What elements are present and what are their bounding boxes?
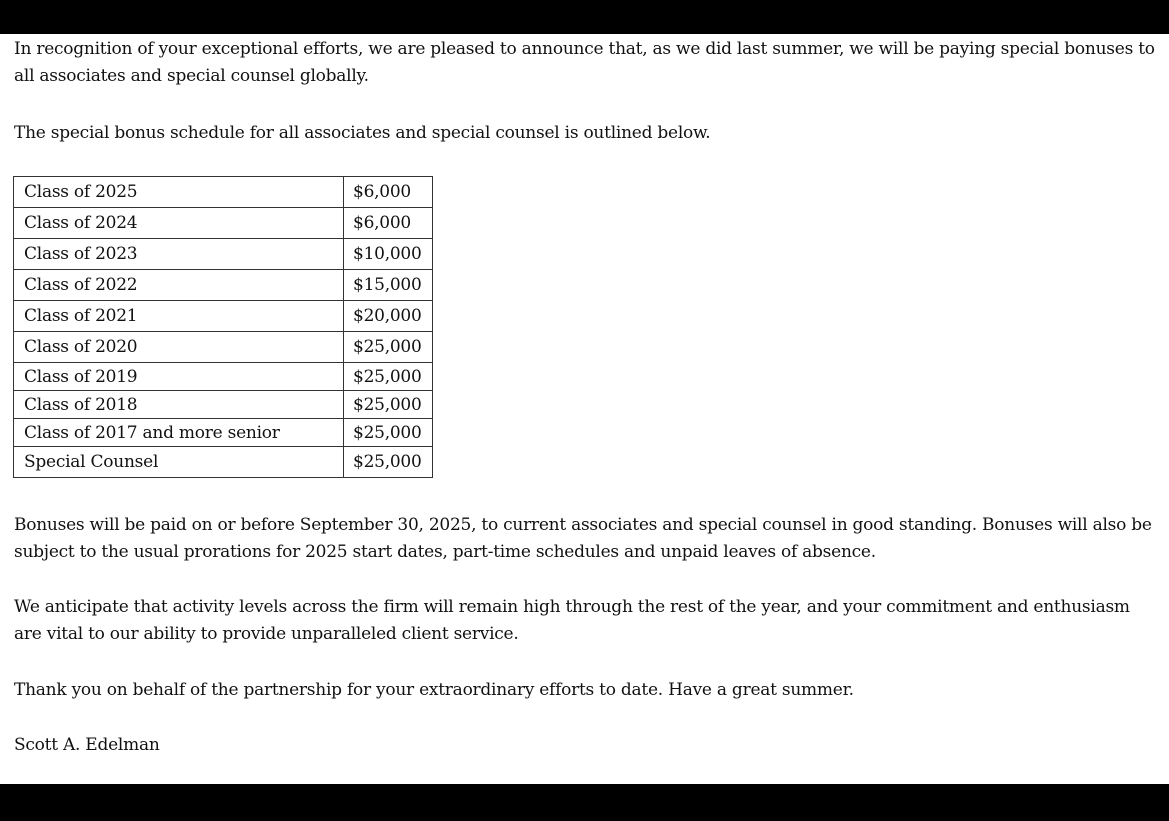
class-cell: Class of 2022 xyxy=(14,270,344,301)
amount-cell: $6,000 xyxy=(344,177,433,208)
intro-paragraph: In recognition of your exceptional efforts, we are pleased to announce that, as we did last summer, we will be paying special bonuses to all associates and special counsel globally. xyxy=(14,39,1155,86)
class-cell: Class of 2023 xyxy=(14,239,344,270)
table-row xyxy=(14,208,433,239)
letter-document xyxy=(0,34,1169,784)
amount-cell: $6,000 xyxy=(344,208,433,239)
table-row xyxy=(14,239,433,270)
table-row xyxy=(14,419,433,447)
outlook-paragraph: We anticipate that activity levels across the firm will remain high through the rest of the year, and your commitment and enthusiasm are vital to our ability to provide unparalleled client service. xyxy=(14,597,1130,644)
class-cell: Class of 2024 xyxy=(14,208,344,239)
amount-cell: $10,000 xyxy=(344,239,433,270)
class-cell: Class of 2025 xyxy=(14,177,344,208)
amount-cell: $20,000 xyxy=(344,301,433,332)
table-row xyxy=(14,363,433,391)
table-row xyxy=(14,447,433,478)
amount-cell: $25,000 xyxy=(344,363,433,391)
class-cell: Special Counsel xyxy=(14,447,344,478)
payment-terms-paragraph: Bonuses will be paid on or before September 30, 2025, to current associates and special counsel in good standing. Bonuses will also be subject to the usual prorations for 2025 start dates, part-time schedules and unpaid leaves of absence. xyxy=(14,515,1152,562)
table-row xyxy=(14,301,433,332)
table-row xyxy=(14,332,433,363)
signature: Scott A. Edelman xyxy=(14,735,160,755)
amount-cell: $25,000 xyxy=(344,419,433,447)
bonus-schedule-table xyxy=(13,176,433,478)
schedule-intro-paragraph: The special bonus schedule for all associates and special counsel is outlined below. xyxy=(14,123,711,143)
amount-cell: $25,000 xyxy=(344,447,433,478)
amount-cell: $25,000 xyxy=(344,391,433,419)
class-cell: Class of 2021 xyxy=(14,301,344,332)
class-cell: Class of 2017 and more senior xyxy=(14,419,344,447)
thanks-paragraph: Thank you on behalf of the partnership for your extraordinary efforts to date. Have a great summer. xyxy=(14,680,854,700)
amount-cell: $15,000 xyxy=(344,270,433,301)
table-row xyxy=(14,270,433,301)
class-cell: Class of 2019 xyxy=(14,363,344,391)
table-row xyxy=(14,177,433,208)
class-cell: Class of 2018 xyxy=(14,391,344,419)
class-cell: Class of 2020 xyxy=(14,332,344,363)
table-row xyxy=(14,391,433,419)
amount-cell: $25,000 xyxy=(344,332,433,363)
